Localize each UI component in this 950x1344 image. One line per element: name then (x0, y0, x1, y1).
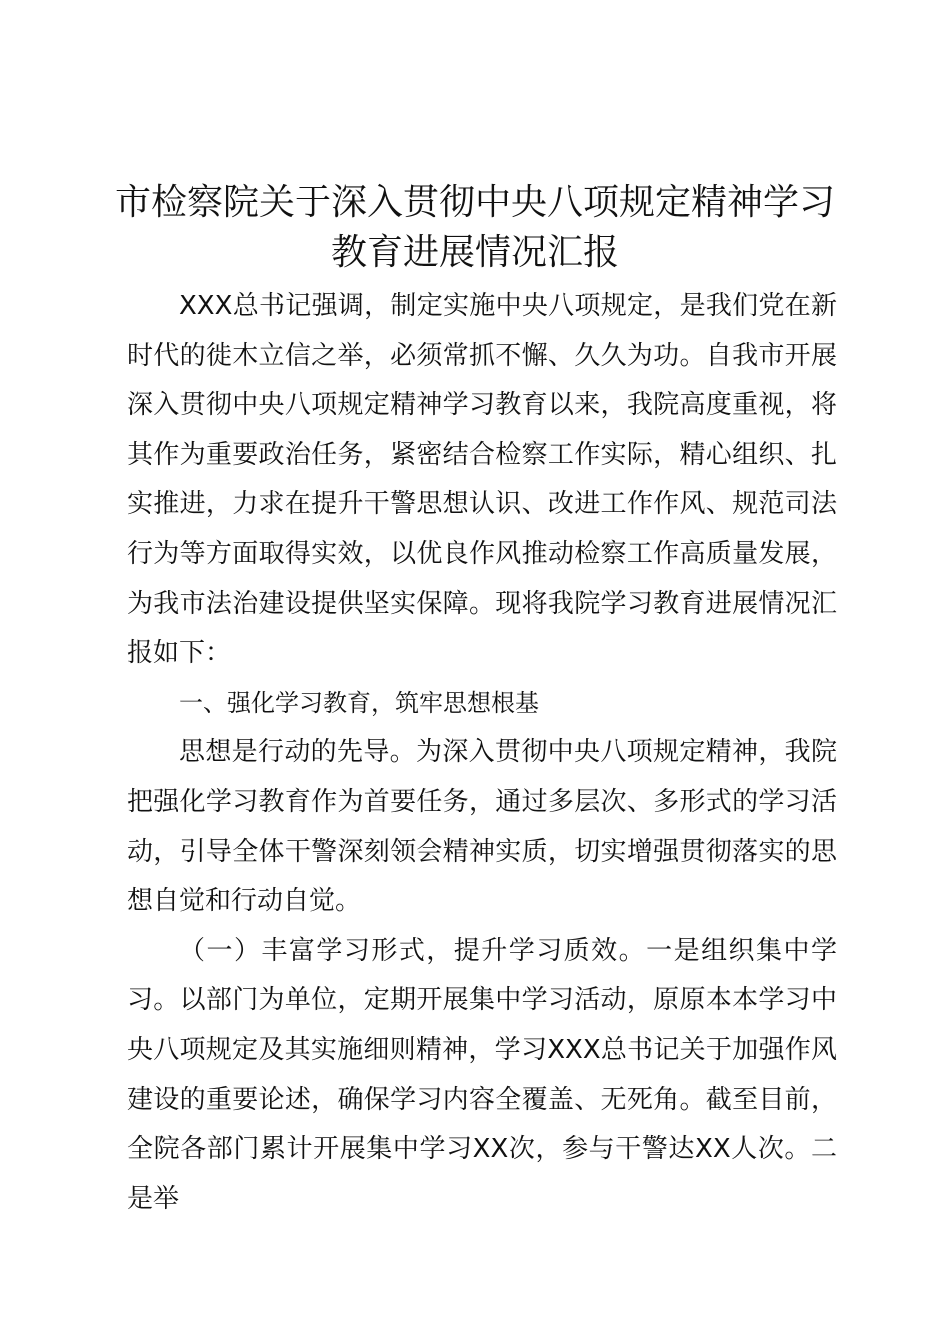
document-title (100, 178, 850, 278)
subsection-1-paragraph: （一）丰富学习形式，提升学习质效。一是组织集中学习。以部门为单位，定期开展集中学习活动，原原本本学习中央八项规定及其实施细则精神，学习XXX总书记关于加强作风建设的重要论述，确保学习内容全覆盖、无死角。截至目前，全院各部门累计开展集中学习XX次，参与干警达XX人次。二是举 (127, 935, 837, 1214)
title-line-1: 市检察院关于深入贯彻中央八项规定精神学习 (114, 182, 835, 223)
section-heading-1: 一、强化学习教育，筑牢思想根基 (179, 688, 539, 717)
title-line-2: 教育进展情况汇报 (330, 232, 619, 273)
document-body (127, 282, 837, 1224)
section-1-paragraph: 思想是行动的先导。为深入贯彻中央八项规定精神，我院把强化学习教育作为首要任务，通过多层次、多形式的学习活动，引导全体干警深刻领会精神实质，切实增强贯彻落实的思想自觉和行动自觉。 (127, 737, 837, 917)
intro-paragraph: XXX总书记强调，制定实施中央八项规定，是我们党在新时代的徙木立信之举，必须常抓不懈、久久为功。自我市开展深入贯彻中央八项规定精神学习教育以来，我院高度重视，将其作为重要政治任务，紧密结合检察工作实际，精心组织、扎实推进，力求在提升干警思想认识、改进工作作风、规范司法行为等方面取得实效，以优良作风推动检察工作高质量发展，为我市法治建设提供坚实保障。现将我院学习教育进展情况汇报如下： (127, 291, 837, 669)
